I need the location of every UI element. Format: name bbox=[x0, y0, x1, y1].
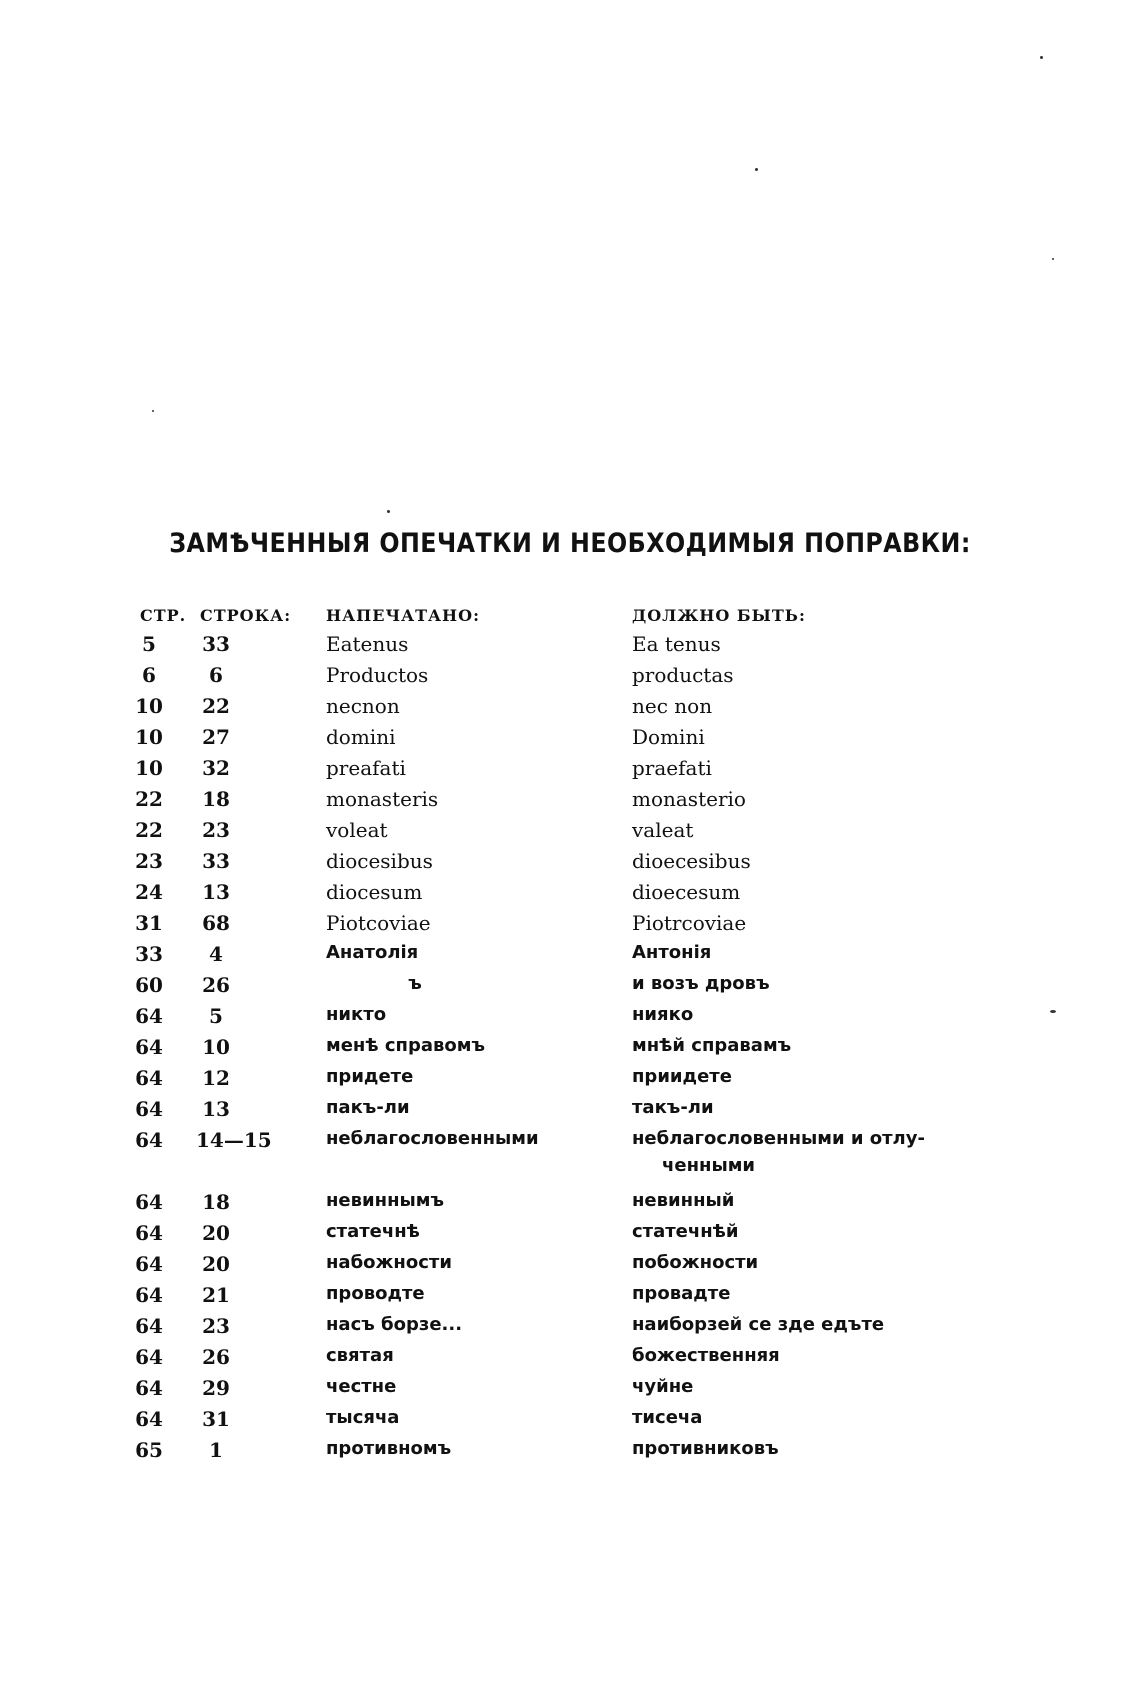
printed-text: статечнѣ bbox=[326, 1221, 420, 1242]
page-number: 31 bbox=[135, 911, 163, 935]
scan-speck bbox=[755, 168, 758, 171]
errata-row bbox=[0, 973, 1140, 1004]
errata-row bbox=[0, 1314, 1140, 1345]
line-number: 20 bbox=[202, 1252, 230, 1276]
printed-text: проводте bbox=[326, 1283, 425, 1304]
line-number: 31 bbox=[202, 1407, 230, 1431]
errata-row bbox=[0, 787, 1140, 818]
line-number: 22 bbox=[202, 694, 230, 718]
line-number: 18 bbox=[202, 1190, 230, 1214]
page-number: 64 bbox=[135, 1376, 163, 1400]
printed-text: diocesum bbox=[326, 880, 423, 904]
correct-text: провадте bbox=[632, 1283, 731, 1304]
line-number: 33 bbox=[202, 849, 230, 873]
printed-text: насъ борзе... bbox=[326, 1314, 463, 1335]
line-number: 10 bbox=[202, 1035, 230, 1059]
errata-row bbox=[0, 1376, 1140, 1407]
correct-text: побожности bbox=[632, 1252, 759, 1273]
line-number: 4 bbox=[209, 942, 223, 966]
printed-text: monasteris bbox=[326, 787, 439, 811]
line-number: 33 bbox=[202, 632, 230, 656]
page-number: 64 bbox=[135, 1407, 163, 1431]
errata-row bbox=[0, 849, 1140, 880]
errata-row bbox=[0, 1035, 1140, 1066]
errata-row bbox=[0, 1438, 1140, 1469]
printed-text: противномъ bbox=[326, 1438, 452, 1459]
page-number: 64 bbox=[135, 1221, 163, 1245]
line-number: 32 bbox=[202, 756, 230, 780]
printed-text: necnon bbox=[326, 694, 400, 718]
errata-row bbox=[0, 1097, 1140, 1128]
printed-text: придете bbox=[326, 1066, 414, 1087]
line-number: 23 bbox=[202, 818, 230, 842]
page-number: 64 bbox=[135, 1314, 163, 1338]
line-number: 68 bbox=[202, 911, 230, 935]
page-number: 64 bbox=[135, 1190, 163, 1214]
printed-text: неблагословенными bbox=[326, 1128, 539, 1149]
correct-text: productas bbox=[632, 663, 734, 687]
correct-text: статечнѣй bbox=[632, 1221, 739, 1242]
correct-text: dioecesum bbox=[632, 880, 741, 904]
printed-text: набожности bbox=[326, 1252, 452, 1273]
page-number: 23 bbox=[135, 849, 163, 873]
correct-text: невинный bbox=[632, 1190, 735, 1211]
errata-row bbox=[0, 632, 1140, 663]
printed-text: менѣ справомъ bbox=[326, 1035, 486, 1056]
errata-row bbox=[0, 1066, 1140, 1097]
correct-text: приидете bbox=[632, 1066, 732, 1087]
errata-row bbox=[0, 880, 1140, 911]
page-number: 64 bbox=[135, 1345, 163, 1369]
correct-text: и возъ дровъ bbox=[632, 973, 770, 994]
page-number: 64 bbox=[135, 1252, 163, 1276]
page-title: ЗАМѢЧЕННЫЯ ОПЕЧАТКИ И НЕОБХОДИМЫЯ ПОПРАВКИ: bbox=[169, 528, 971, 559]
correct-text: praefati bbox=[632, 756, 712, 780]
page-number: 64 bbox=[135, 1283, 163, 1307]
header-page: СТР. bbox=[140, 606, 187, 625]
line-number: 26 bbox=[202, 973, 230, 997]
correct-text: Piotrcoviae bbox=[632, 911, 747, 935]
errata-row bbox=[0, 694, 1140, 725]
errata-row bbox=[0, 725, 1140, 756]
errata-row bbox=[0, 1004, 1140, 1035]
correct-text: такъ-ли bbox=[632, 1097, 714, 1118]
correct-text: Ea tenus bbox=[632, 632, 721, 656]
errata-row bbox=[0, 1345, 1140, 1376]
line-number: 5 bbox=[209, 1004, 223, 1028]
line-number: 13 bbox=[202, 880, 230, 904]
line-number: 26 bbox=[202, 1345, 230, 1369]
printed-text: Piotcoviae bbox=[326, 911, 431, 935]
line-number: 29 bbox=[202, 1376, 230, 1400]
errata-row bbox=[0, 1407, 1140, 1438]
correct-text: nec non bbox=[632, 694, 713, 718]
line-number: 18 bbox=[202, 787, 230, 811]
header-line: СТРОКА: bbox=[200, 606, 292, 625]
correct-text-continuation: ченными bbox=[662, 1155, 756, 1176]
line-number: 23 bbox=[202, 1314, 230, 1338]
header-correct: ДОЛЖНО БЫТЬ: bbox=[632, 606, 806, 625]
printed-text: ъ bbox=[408, 973, 422, 994]
errata-row bbox=[0, 756, 1140, 787]
line-number: 1 bbox=[209, 1438, 223, 1462]
page-number: 64 bbox=[135, 1004, 163, 1028]
correct-text: valeat bbox=[632, 818, 694, 842]
printed-text: тысяча bbox=[326, 1407, 400, 1428]
correct-text: противниковъ bbox=[632, 1438, 779, 1459]
correct-text: тисеча bbox=[632, 1407, 703, 1428]
errata-row bbox=[0, 663, 1140, 694]
page-number: 10 bbox=[135, 756, 163, 780]
line-number: 14—15 bbox=[196, 1128, 272, 1152]
errata-row bbox=[0, 911, 1140, 942]
printed-text: Eatenus bbox=[326, 632, 409, 656]
printed-text: пакъ-ли bbox=[326, 1097, 410, 1118]
page-number: 64 bbox=[135, 1035, 163, 1059]
line-number: 12 bbox=[202, 1066, 230, 1090]
correct-text-line1: неблагословенными и отлу- bbox=[632, 1128, 925, 1149]
page-number: 22 bbox=[135, 787, 163, 811]
printed-text: честне bbox=[326, 1376, 397, 1397]
page-number: 64 bbox=[135, 1128, 163, 1152]
correct-text: божественняя bbox=[632, 1345, 780, 1366]
correct-text: наиборзей се зде едъте bbox=[632, 1314, 885, 1335]
errata-table bbox=[0, 632, 1140, 1469]
line-number: 6 bbox=[209, 663, 223, 687]
page-number: 6 bbox=[142, 663, 156, 687]
printed-text: святая bbox=[326, 1345, 394, 1366]
page-number: 60 bbox=[135, 973, 163, 997]
page-number: 64 bbox=[135, 1097, 163, 1121]
page-number: 65 bbox=[135, 1438, 163, 1462]
line-number: 20 bbox=[202, 1221, 230, 1245]
correct-text: monasterio bbox=[632, 787, 746, 811]
errata-row bbox=[0, 942, 1140, 973]
correct-text: Антонія bbox=[632, 942, 712, 963]
errata-row bbox=[0, 1221, 1140, 1252]
correct-text: чуйне bbox=[632, 1376, 694, 1397]
page-number: 22 bbox=[135, 818, 163, 842]
line-number: 27 bbox=[202, 725, 230, 749]
scan-speck bbox=[1040, 56, 1043, 59]
correct-text: мнѣй справамъ bbox=[632, 1035, 792, 1056]
correct-text: Domini bbox=[632, 725, 705, 749]
scan-speck bbox=[387, 510, 390, 513]
page-number: 5 bbox=[142, 632, 156, 656]
correct-text bbox=[632, 1128, 925, 1176]
line-number: 13 bbox=[202, 1097, 230, 1121]
printed-text: diocesibus bbox=[326, 849, 433, 873]
correct-text: dioecesibus bbox=[632, 849, 751, 873]
printed-text: невиннымъ bbox=[326, 1190, 445, 1211]
printed-text: Анатолія bbox=[326, 942, 419, 963]
errata-row bbox=[0, 1128, 1140, 1190]
printed-text: voleat bbox=[326, 818, 388, 842]
printed-text: Productos bbox=[326, 663, 429, 687]
printed-text: preafati bbox=[326, 756, 406, 780]
line-number: 21 bbox=[202, 1283, 230, 1307]
page-number: 33 bbox=[135, 942, 163, 966]
errata-row bbox=[0, 1283, 1140, 1314]
scan-speck bbox=[1052, 258, 1054, 260]
correct-text: нияко bbox=[632, 1004, 694, 1025]
printed-text: domini bbox=[326, 725, 396, 749]
page-number: 24 bbox=[135, 880, 163, 904]
header-printed: НАПЕЧАТАНО: bbox=[326, 606, 480, 625]
printed-text: никто bbox=[326, 1004, 387, 1025]
page-number: 64 bbox=[135, 1066, 163, 1090]
page-number: 10 bbox=[135, 725, 163, 749]
page-number: 10 bbox=[135, 694, 163, 718]
errata-row bbox=[0, 818, 1140, 849]
scan-speck bbox=[152, 410, 154, 412]
errata-row bbox=[0, 1252, 1140, 1283]
errata-row bbox=[0, 1190, 1140, 1221]
